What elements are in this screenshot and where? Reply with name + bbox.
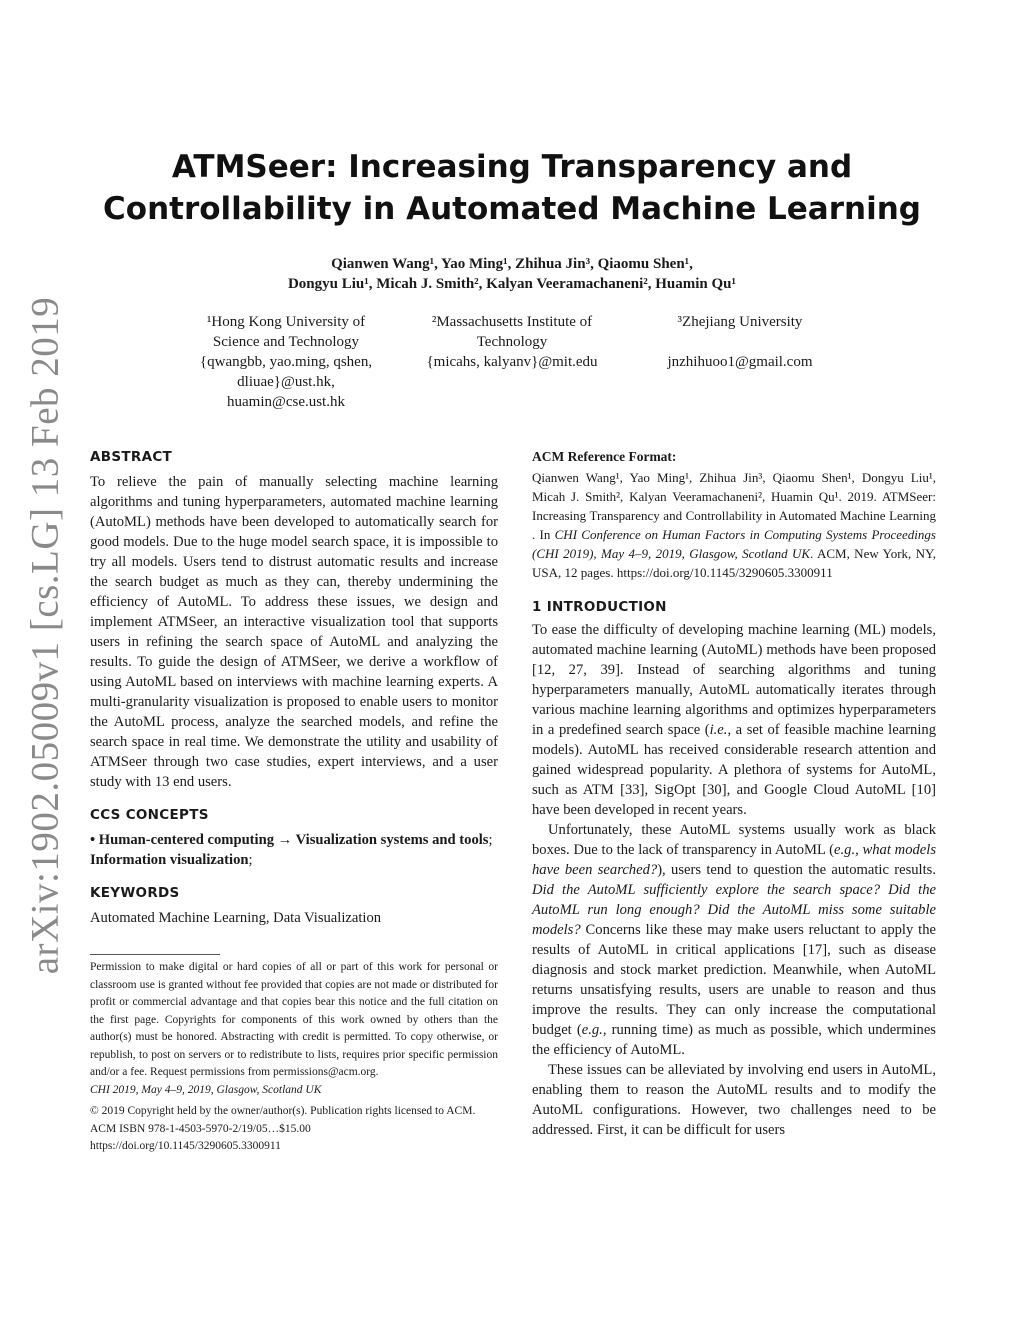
footnote — [90, 954, 498, 1156]
intro-paragraph-1 — [532, 620, 936, 820]
ccs-separator: ; — [488, 832, 493, 848]
author-line1: Qianwen Wang¹, Yao Ming¹, Zhihua Jin³, Qiaomu Shen¹, — [331, 256, 693, 272]
paper-title-line2: Controllability in Automated Machine Learning — [103, 191, 921, 227]
ccs-end: ; — [248, 852, 253, 868]
footnote-rule — [90, 954, 220, 955]
arxiv-stamp — [22, 296, 68, 974]
affiliation-line: ²Massachusetts Institute of — [431, 314, 593, 330]
acm-ref-venue: CHI Conference on Human Factors in Computing Systems Proceedings (CHI 2019), May 4–9, 2019, Glasgow, Scotland UK — [532, 527, 936, 561]
intro-paragraph-2 — [532, 820, 936, 1060]
acm-ref-heading: ACM Reference Format: — [532, 449, 677, 464]
text-run: ), users tend to question the automatic results. — [657, 862, 936, 878]
abstract-text: To relieve the pain of manually selecting machine learning algorithms and tuning hyperparameters, automated machine learning (AutoML) methods have been developed to automatically search for good models. Due to the huge model search space, it is impossible to try all models. Users tend to distrust automatic results and increase the search budget as much as they can, thereby undermining the efficiency of AutoML. To address these issues, we design and implement ATMSeer, an interactive visualization tool that supports users in refining the search space of AutoML and analyzing the results. To guide the design of ATMSeer, we derive a workflow of using AutoML based on interviews with machine learning experts. A multi-granularity visualization is proposed to enable users to monitor the AutoML process, analyze the searched models, and refine the search space in real time. We demonstrate the utility and usability of ATMSeer through two case studies, expert interviews, and a user study with 13 end users. — [90, 474, 498, 790]
ccs-heading: CCS CONCEPTS — [90, 807, 209, 823]
right-column — [532, 448, 936, 1140]
ccs-text — [90, 830, 498, 870]
affiliation-hkust — [176, 312, 396, 412]
affiliation-email: {qwangbb, yao.ming, qshen, — [199, 354, 373, 370]
text-run: , running time) as much as possible, which undermines the efficiency of AutoML. — [532, 1022, 936, 1058]
text-run: Unfortunately, these AutoML systems usually work as black boxes. Due to the lack of transparency in AutoML ( — [532, 822, 936, 858]
intro-paragraph-3: These issues can be alleviated by involving end users in AutoML, enabling them to reason the AutoML results and to modify the AutoML configurations. However, two challenges need to be addressed. First, it can be difficult for users — [532, 1062, 936, 1138]
permission-notice: Permission to make digital or hard copies of all or part of this work for personal or classroom use is granted without fee provided that copies are not made or distributed for profit or commercial advantage and that copies bear this notice and the full citation on the first page. Copyrights for components of this work owned by others than the author(s) must be honored. Abstracting with credit is permitted. To copy otherwise, or republish, to post on servers or to redistribute to lists, requires prior specific permission and/or a fee. Request permissions from permissions@acm.org. — [90, 961, 498, 1078]
abstract-heading: ABSTRACT — [90, 449, 173, 465]
left-column — [90, 448, 498, 1156]
acm-ref-tail: . ACM, New York, NY, USA, 12 pages. https://doi.org/10.1145/3290605.3300911 — [532, 546, 936, 580]
affiliation-line: Technology — [476, 334, 548, 350]
text-run: Concerns like these may make users reluctant to apply the results of AutoML in critical applications [17], such as disease diagnosis and stock market prediction. Meanwhile, when AutoML returns unsatisfying results, users are unable to reason and thus improve the results. They can only increase the computational budget ( — [532, 922, 936, 1038]
affiliation-email: huamin@cse.ust.hk — [227, 394, 345, 410]
text-run: To ease the difficulty of developing machine learning (ML) models, automated machine learning (AutoML) methods have been proposed [12, 27, 39]. Instead of searching algorithms and tuning hyperparameters manually, AutoML automatically iterates through various machine learning algorithms and optimizes hyperparameters in a predefined search space ( — [532, 622, 936, 738]
paper-title-line1: ATMSeer: Increasing Transparency and — [171, 149, 853, 185]
ccs-concept-1: • Human-centered computing → Visualization systems and tools — [90, 832, 489, 848]
affiliation-zju — [630, 312, 850, 372]
text-run-italic: e.g., what models have been searched? — [532, 842, 937, 878]
affiliation-line: ¹Hong Kong University of — [206, 314, 366, 330]
affiliation-line: ³Zhejiang University — [677, 314, 803, 330]
text-run: , a set of feasible machine learning models). AutoML has received considerable research attention and gained widespread popularity. A plethora of systems for AutoML, such as ATM [33], SigOpt [30], and Google Cloud AutoML [10] have been developed in recent years. — [532, 722, 936, 818]
affiliation-mit — [402, 312, 622, 372]
acm-ref-authors: Qianwen Wang¹, Yao Ming¹, Zhihua Jin³, Qiaomu Shen¹, Dongyu Liu¹, Micah J. Smith², Kalyan Veeramachaneni², Huamin Qu¹. 2019. ATMSeer: Increasing Transparency and Controllability in Automated Machine Learning . In — [532, 470, 936, 542]
affiliation-email: {micahs, kalyanv}@mit.edu — [426, 354, 598, 370]
doi-link[interactable]: https://doi.org/10.1145/3290605.3300911 — [90, 1140, 281, 1152]
affiliation-email: dliuae}@ust.hk, — [237, 374, 335, 390]
copyright-line: © 2019 Copyright held by the owner/author(s). Publication rights licensed to ACM. — [90, 1105, 476, 1117]
acm-ref-text — [532, 468, 936, 582]
text-run-italic: e.g. — [581, 1022, 603, 1038]
intro-heading: 1 INTRODUCTION — [532, 599, 667, 615]
author-list — [150, 254, 874, 294]
paper-title — [90, 146, 934, 230]
venue-line — [90, 1082, 498, 1100]
affiliation-spacer — [630, 332, 850, 352]
isbn-line: ACM ISBN 978-1-4503-5970-2/19/05…$15.00 — [90, 1122, 311, 1135]
arxiv-stamp-text: arXiv:1902.05009v1 [cs.LG] 13 Feb 2019 — [23, 296, 67, 974]
ccs-concept-2: Information visualization — [90, 852, 249, 868]
text-run-italic: i.e. — [709, 722, 728, 738]
text-run-italic: Did the AutoML sufficiently explore the search space? Did the AutoML run long enough? Did the AutoML miss some suitable models? — [532, 882, 936, 938]
keywords-text: Automated Machine Learning, Data Visualization — [90, 910, 382, 926]
affiliation-email: jnzhihuoo1@gmail.com — [667, 354, 813, 370]
keywords-heading: KEYWORDS — [90, 885, 180, 901]
venue-text: CHI 2019, May 4–9, 2019, Glasgow, Scotland UK — [90, 1083, 322, 1096]
affiliation-line: Science and Technology — [212, 334, 360, 350]
author-line2: Dongyu Liu¹, Micah J. Smith², Kalyan Veeramachaneni², Huamin Qu¹ — [287, 276, 737, 292]
